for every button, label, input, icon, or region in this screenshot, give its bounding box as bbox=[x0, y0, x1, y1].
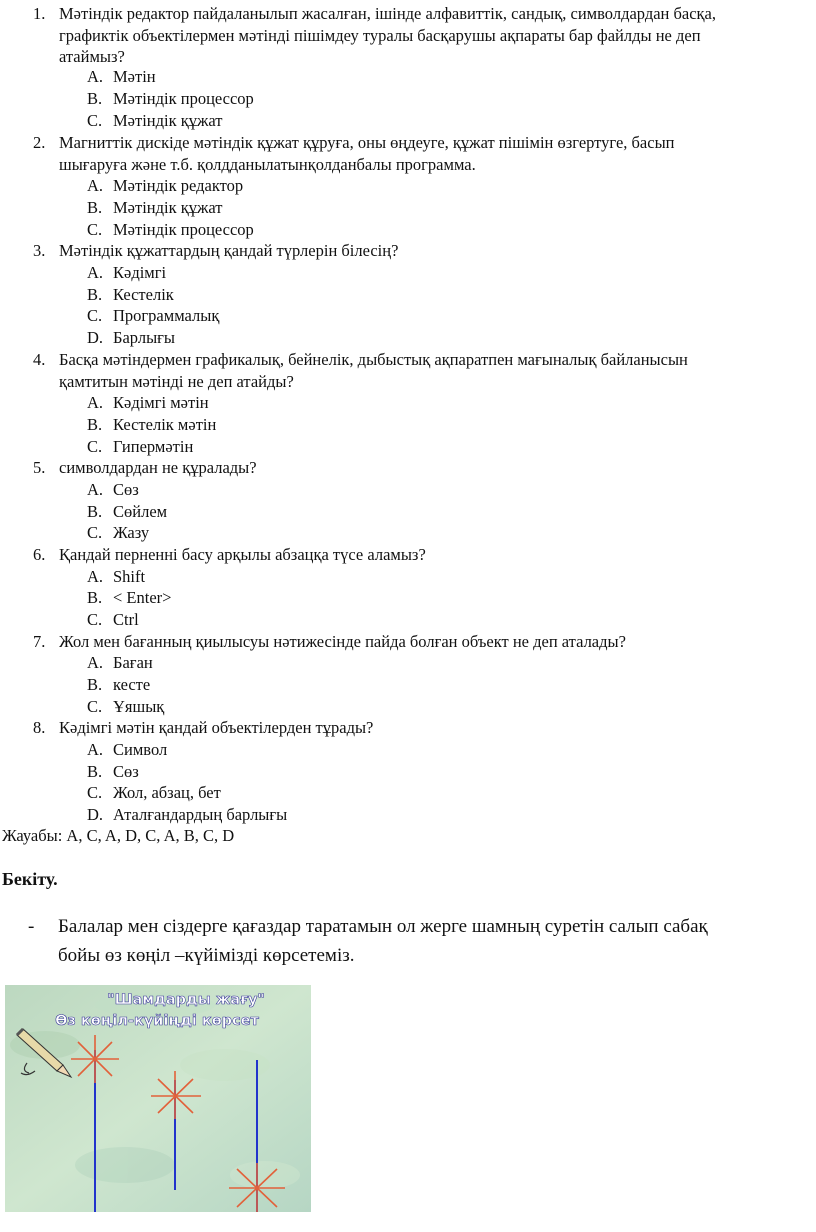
option-text: Кестелік мәтін bbox=[113, 415, 217, 434]
option-letter: A. bbox=[87, 480, 104, 499]
option-letter: B. bbox=[87, 415, 103, 434]
option-letter: A. bbox=[87, 67, 104, 86]
option bbox=[87, 609, 139, 631]
option-letter: A. bbox=[87, 740, 104, 759]
option-text: Мәтін bbox=[113, 67, 156, 86]
option bbox=[87, 804, 287, 826]
option-text: Сөз bbox=[113, 762, 139, 781]
option bbox=[87, 739, 167, 761]
option-letter: C. bbox=[87, 610, 103, 629]
option-text: Барлығы bbox=[113, 328, 176, 347]
question-7 bbox=[33, 631, 808, 653]
option bbox=[87, 652, 153, 674]
option-text: Мәтіндік процессор bbox=[113, 89, 254, 108]
question-number: 3. bbox=[33, 241, 46, 260]
question-2 bbox=[33, 132, 808, 175]
option-letter: C. bbox=[87, 437, 103, 456]
option-letter: B. bbox=[87, 762, 103, 781]
option bbox=[87, 392, 209, 414]
option-letter: C. bbox=[87, 111, 103, 130]
option-text: Ұяшық bbox=[113, 697, 165, 716]
question-text bbox=[59, 631, 808, 653]
option bbox=[87, 66, 156, 88]
option bbox=[87, 587, 171, 609]
option-text: Гипермәтін bbox=[113, 437, 194, 456]
option bbox=[87, 782, 221, 804]
option bbox=[87, 522, 149, 544]
option bbox=[87, 674, 150, 696]
question-line: Мәтіндік құжаттардың қандай түрлерін білесің? bbox=[59, 241, 399, 260]
option-letter: B. bbox=[87, 675, 103, 694]
question-5 bbox=[33, 457, 808, 479]
question-4 bbox=[33, 349, 808, 392]
question-line: Басқа мәтіндермен графикалық, бейнелік, дыбыстық ақпаратпен мағыналық байланысын bbox=[59, 350, 688, 369]
picture-title: "Шамдарды жағу" bbox=[107, 992, 265, 1008]
question-text bbox=[59, 3, 808, 68]
section-heading: Бекіту. bbox=[2, 869, 58, 889]
option-text: Кестелік bbox=[113, 285, 174, 304]
question-text bbox=[59, 240, 808, 262]
option-letter: C. bbox=[87, 783, 103, 802]
option bbox=[87, 219, 254, 241]
task-paragraph bbox=[28, 912, 816, 970]
question-1 bbox=[33, 3, 808, 68]
option bbox=[87, 327, 175, 349]
option-text: Мәтіндік құжат bbox=[113, 198, 223, 217]
option bbox=[87, 175, 243, 197]
question-number: 2. bbox=[33, 133, 46, 152]
option-text: Кәдімгі мәтін bbox=[113, 393, 209, 412]
answer-key: Жауабы: A, C, A, D, C, A, B, C, D bbox=[2, 826, 235, 845]
question-line: Мәтіндік редактор пайдаланылып жасалған, ішінде алфавиттік, сандық, символдардан басқа, bbox=[59, 4, 717, 23]
question-line: символдардан не құралады? bbox=[59, 458, 257, 477]
option bbox=[87, 197, 223, 219]
option bbox=[87, 305, 219, 327]
question-text bbox=[59, 544, 808, 566]
option-text: Программалық bbox=[113, 306, 220, 325]
option bbox=[87, 479, 139, 501]
question-number: 7. bbox=[33, 632, 46, 651]
option-text: Жол, абзац, бет bbox=[113, 783, 221, 802]
option-text: Ctrl bbox=[113, 610, 139, 629]
option-text: Shift bbox=[113, 567, 146, 586]
option bbox=[87, 262, 166, 284]
question-text bbox=[59, 132, 808, 175]
question-line: графиктік объектілермен мәтінді пішімдеу туралы басқарушы ақпараты бар файлды не деп bbox=[59, 25, 701, 45]
question-text bbox=[59, 457, 808, 479]
picture-subtitle: Өз көңіл-күйіңді көрсет bbox=[55, 1013, 259, 1029]
option-letter: B. bbox=[87, 588, 103, 607]
option-letter: C. bbox=[87, 306, 103, 325]
option bbox=[87, 110, 223, 132]
option-letter: B. bbox=[87, 198, 103, 217]
option bbox=[87, 284, 174, 306]
candle-activity-picture bbox=[5, 985, 311, 1212]
question-line: Жол мен бағанның қиылысуы нәтижесінде пайда болған объект не деп аталады? bbox=[59, 632, 626, 651]
option-letter: D. bbox=[87, 328, 104, 347]
option-letter: A. bbox=[87, 176, 104, 195]
task-line: бойы өз көңіл –күйімізді көрсетеміз. bbox=[58, 945, 355, 966]
option bbox=[87, 501, 167, 523]
option-letter: A. bbox=[87, 653, 104, 672]
option-text: Кәдімгі bbox=[113, 263, 167, 282]
question-number: 5. bbox=[33, 458, 46, 477]
question-number: 4. bbox=[33, 350, 46, 369]
option-text: Жазу bbox=[113, 523, 150, 542]
option-text: Мәтіндік құжат bbox=[113, 111, 223, 130]
question-3 bbox=[33, 240, 808, 262]
task-line: Балалар мен сіздерге қағаздар таратамын ол жерге шамның суретін салып сабақ bbox=[58, 916, 708, 937]
option-letter: A. bbox=[87, 393, 104, 412]
option bbox=[87, 436, 193, 458]
question-number: 1. bbox=[33, 4, 46, 23]
option-letter: C. bbox=[87, 220, 103, 239]
question-number: 6. bbox=[33, 545, 46, 564]
option-letter: B. bbox=[87, 89, 103, 108]
question-line: қамтитын мәтінді не деп атайды? bbox=[59, 371, 294, 391]
option-letter: B. bbox=[87, 502, 103, 521]
option bbox=[87, 88, 254, 110]
question-line: шығаруға және т.б. қолдданылатынқолданбалы программа. bbox=[59, 154, 476, 174]
option-letter: C. bbox=[87, 523, 103, 542]
option-text: Мәтіндік редактор bbox=[113, 176, 244, 195]
option-letter: C. bbox=[87, 697, 103, 716]
question-line: атаймыз? bbox=[59, 47, 125, 67]
option-letter: D. bbox=[87, 805, 104, 824]
option-text: Мәтіндік процессор bbox=[113, 220, 254, 239]
option bbox=[87, 761, 139, 783]
question-line: Қандай перненні басу арқылы абзацқа түсе аламыз? bbox=[59, 545, 426, 564]
option bbox=[87, 566, 145, 588]
question-line: Кәдімгі мәтін қандай объектілерден тұрады? bbox=[59, 718, 374, 737]
option-text: Сөз bbox=[113, 480, 139, 499]
option bbox=[87, 414, 216, 436]
question-text bbox=[59, 349, 808, 392]
option-text: Аталғандардың барлығы bbox=[113, 805, 288, 824]
question-line: Магниттік дискіде мәтіндік құжат құруға, оны өңдеуге, құжат пішімін өзгертуге, басып bbox=[59, 133, 675, 152]
question-6 bbox=[33, 544, 808, 566]
list-dash: - bbox=[28, 916, 35, 937]
option-text: Баған bbox=[113, 653, 153, 672]
option-letter: A. bbox=[87, 263, 104, 282]
option-letter: B. bbox=[87, 285, 103, 304]
question-text bbox=[59, 717, 808, 739]
option-text: Символ bbox=[113, 740, 168, 759]
option-text: Сөйлем bbox=[113, 502, 168, 521]
question-number: 8. bbox=[33, 718, 46, 737]
option-text: кесте bbox=[113, 675, 151, 694]
option-text: < Enter> bbox=[113, 588, 172, 607]
question-8 bbox=[33, 717, 808, 739]
option bbox=[87, 696, 164, 718]
option-letter: A. bbox=[87, 567, 104, 586]
